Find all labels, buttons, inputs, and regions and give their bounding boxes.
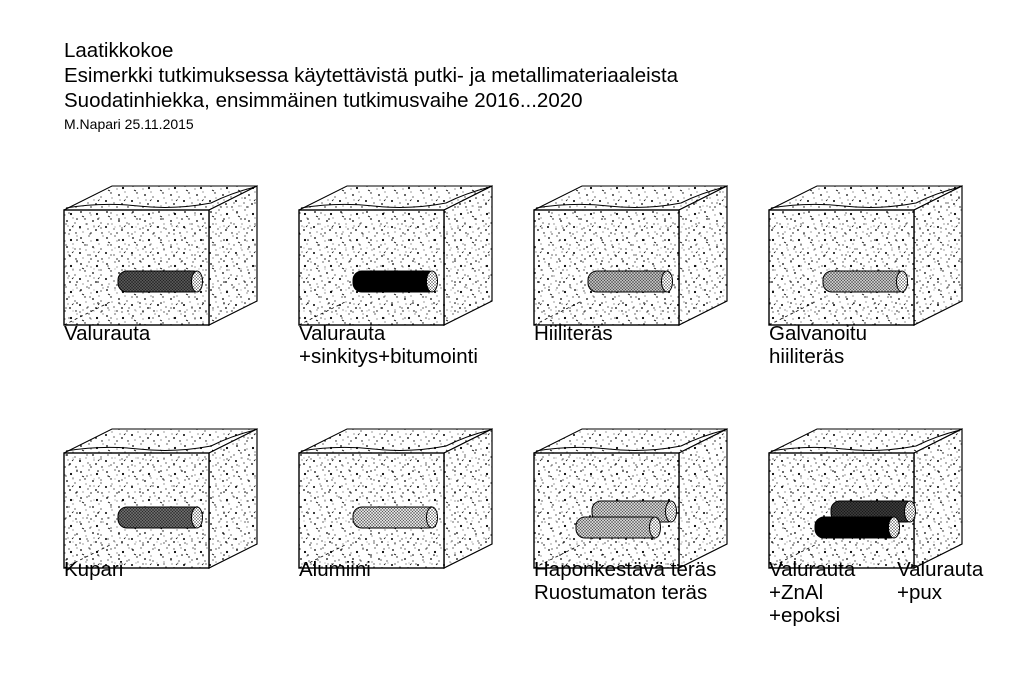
label-valurauta-znal-pux-extra (897, 558, 983, 604)
label-line: +epoksi (769, 604, 841, 627)
label-line: Hiiliteräs (534, 322, 613, 345)
label-valurauta-znal-pux (769, 558, 855, 627)
label-line: Valurauta (769, 558, 856, 581)
author-date: M.Napari 25.11.2015 (64, 116, 194, 132)
label-line: Galvanoitu (769, 322, 868, 345)
label-line: hiiliteräs (769, 345, 845, 368)
label-line: Valurauta (64, 322, 151, 345)
label-line: Valurauta (299, 322, 386, 345)
pipe-0 (823, 271, 908, 292)
box-hiiliteras (534, 186, 727, 325)
label-kupari (64, 558, 123, 581)
label-alumiini (299, 558, 371, 581)
label-line: +sinkitys+bitumointi (299, 345, 478, 368)
title: Laatikkokoe (64, 39, 174, 62)
pipe-0 (353, 271, 438, 292)
box-alumiini (299, 429, 492, 568)
box-valurauta-znal-pux (769, 429, 962, 568)
label-valurauta-sinkitys-bitumointi (299, 322, 478, 368)
box-valurauta (64, 186, 257, 325)
pipe-0 (588, 271, 673, 292)
label-valurauta (64, 322, 150, 345)
pipe-0 (353, 507, 438, 528)
label-galvanoitu-hiiliteras (769, 322, 867, 368)
subtitle-materials: Esimerkki tutkimuksessa käytettävistä putki- ja metallimateriaaleista (64, 64, 679, 87)
label-line: Kupari (64, 558, 124, 581)
label-line: +pux (897, 581, 943, 604)
label-haponkestava-ruostumaton (534, 558, 716, 604)
label-line: +ZnAl (769, 581, 824, 604)
label-line: Haponkestävä teräs (534, 558, 717, 581)
box-haponkestava-ruostumaton (534, 429, 727, 568)
box-kupari (64, 429, 257, 568)
label-line: Valurauta (897, 558, 984, 581)
pipe-0 (118, 271, 203, 292)
pipe-1 (815, 517, 900, 538)
pipe-1 (576, 517, 661, 538)
label-line: Ruostumaton teräs (534, 581, 708, 604)
label-hiiliteras (534, 322, 613, 345)
pipe-0 (118, 507, 203, 528)
subtitle-phase: Suodatinhiekka, ensimmäinen tutkimusvaihe 2016...2020 (64, 89, 583, 112)
box-valurauta-sinkitys-bitumointi (299, 186, 492, 325)
label-line: Alumiini (299, 558, 371, 581)
box-galvanoitu-hiiliteras (769, 186, 962, 325)
